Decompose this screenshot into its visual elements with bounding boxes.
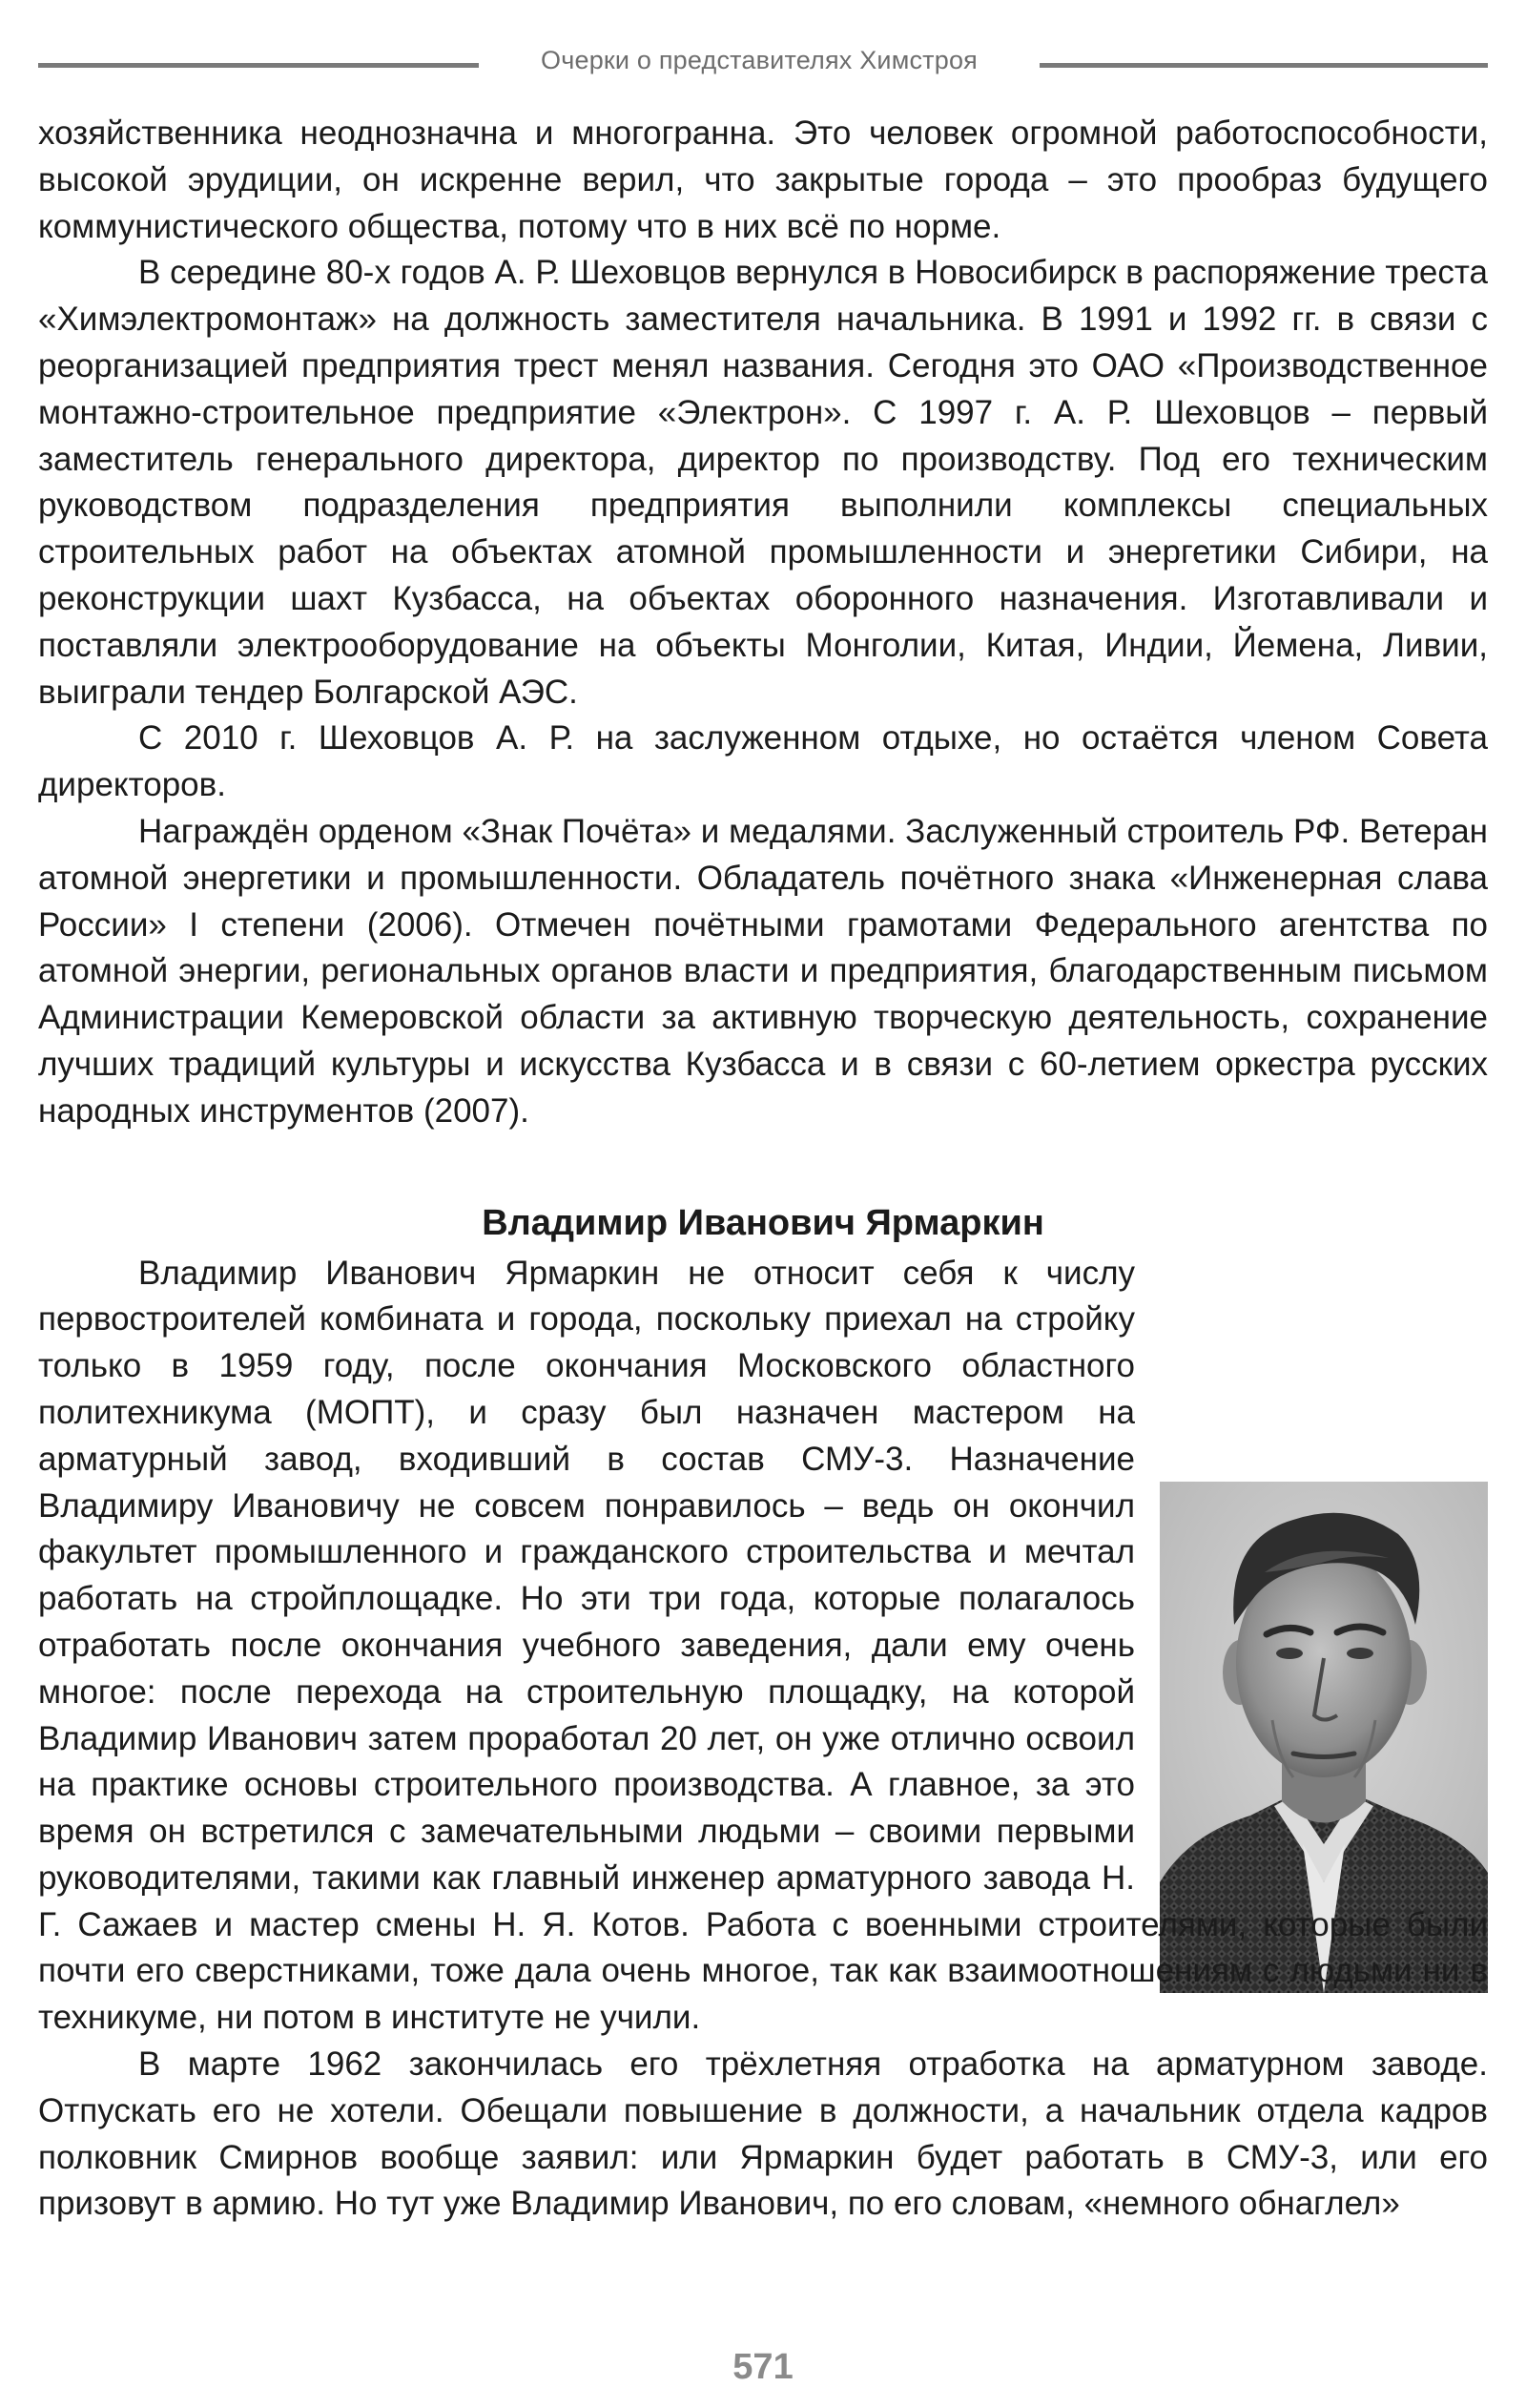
- page-number: 571: [732, 2347, 794, 2387]
- photo-float-spacer: [1135, 1384, 1488, 1890]
- paragraph-retirement: С 2010 г. Шеховцов А. Р. на заслуженном отдыхе, но остаётся членом Совета директоров.: [38, 719, 1488, 804]
- header-rule-left: [38, 63, 479, 68]
- section-heading: Владимир Иванович Ярмаркин: [482, 1202, 1044, 1243]
- paragraph-continuation: хозяйственника неоднозначна и многогранна. Это человек огромной работоспособности, высокой эрудиции, он искренне верил, что закрытые города – это прообраз будущего коммунистического общества, потому что в них всё по норме.: [38, 114, 1488, 245]
- paragraph-career: В середине 80-х годов А. Р. Шеховцов вернулся в Новосибирск в распоряжение треста «Химэлектромонтаж» на должность заместителя начальника. В 1991 и 1992 гг. в связи с реорганизацией предприятия трест менял названия. Сегодня это ОАО «Производственное монтажно-строительное предприятие «Электрон». С 1997 г. А. Р. Шеховцов – первый заместитель генерального директора, директор по производству. Под его техническим руководством подразделения предприятия выполнили комплексы специальных строительных работ на объектах атомной промышленности и энергетики Сибири, на реконструкции шахт Кузбасса, на объектах оборонного назначения. Изготавливали и поставляли электрооборудование на объекты Монголии, Китая, Индии, Йемена, Ливии, выиграли тендер Болгарской АЭС.: [38, 254, 1488, 711]
- paragraph-awards: Награждён орденом «Знак Почёта» и медалями. Заслуженный строитель РФ. Ветеран атомной энергетики и промышленности. Обладатель почётного знака «Инженерная слава России» I степени (2006). Отмечен почётными грамотами Федерального агентства по атомной энергии, региональных органов власти и предприятия, благодарственным письмом Администрации Кемеровской области за активную творческую деятельность, сохранение лучших традиций культуры и искусства Кузбасса и в связи с 60-летием оркестра русских народных инструментов (2007).: [38, 812, 1488, 1130]
- paragraph-biography: Владимир Иванович Ярмаркин не относит себя к числу первостроителей комбината и города, поскольку приехал на стройку только в 1959 году, после окончания Московского областного политехникума (МОПТ), и сразу был назначен мастером на арматурный завод, входивший в состав СМУ-3. Назначение Владимиру Ивановичу не совсем понравилось – ведь он окончил факультет промышленного и гражданского строительства и мечтал работать на стройплощадке. Но эти три года, которые полагалось отработать после окончания учебного заведения, дали ему очень многое: после перехода на строительную площадку, на которой Владимир Иванович затем проработал 20 лет, он уже отлично освоил на практике основы строительного производства. А главное, за это время он встретился с замечательными людьми – своими первыми руководителями, такими как главный инженер арматурного завода Н. Г. Сажаев и мастер смены Н. Я. Котов. Работа с военными строителями, которые были почти его сверстниками, тоже дала очень многое, так как взаимоотношениям с людьми ни в техникуме, ни потом в институте не учили.: [38, 1254, 1488, 2037]
- running-header: [38, 36, 1488, 93]
- header-rule-right: [1040, 63, 1488, 68]
- section-spacer: [38, 1135, 1488, 1195]
- article-body: [38, 111, 1488, 2228]
- paragraph-march-1962: В марте 1962 закончилась его трёхлетняя отработка на арматурном заводе. Отпускать его не хотели. Обещали повышение в должности, а начальник отдела кадров полковник Смирнов вообще заявил: или Ярмаркин будет работать в СМУ-3, или его призовут в армию. Но тут уже Владимир Иванович, по его словам, «немного обнаглел»: [38, 2045, 1488, 2223]
- running-title: Очерки о представителях Химстроя: [541, 46, 978, 74]
